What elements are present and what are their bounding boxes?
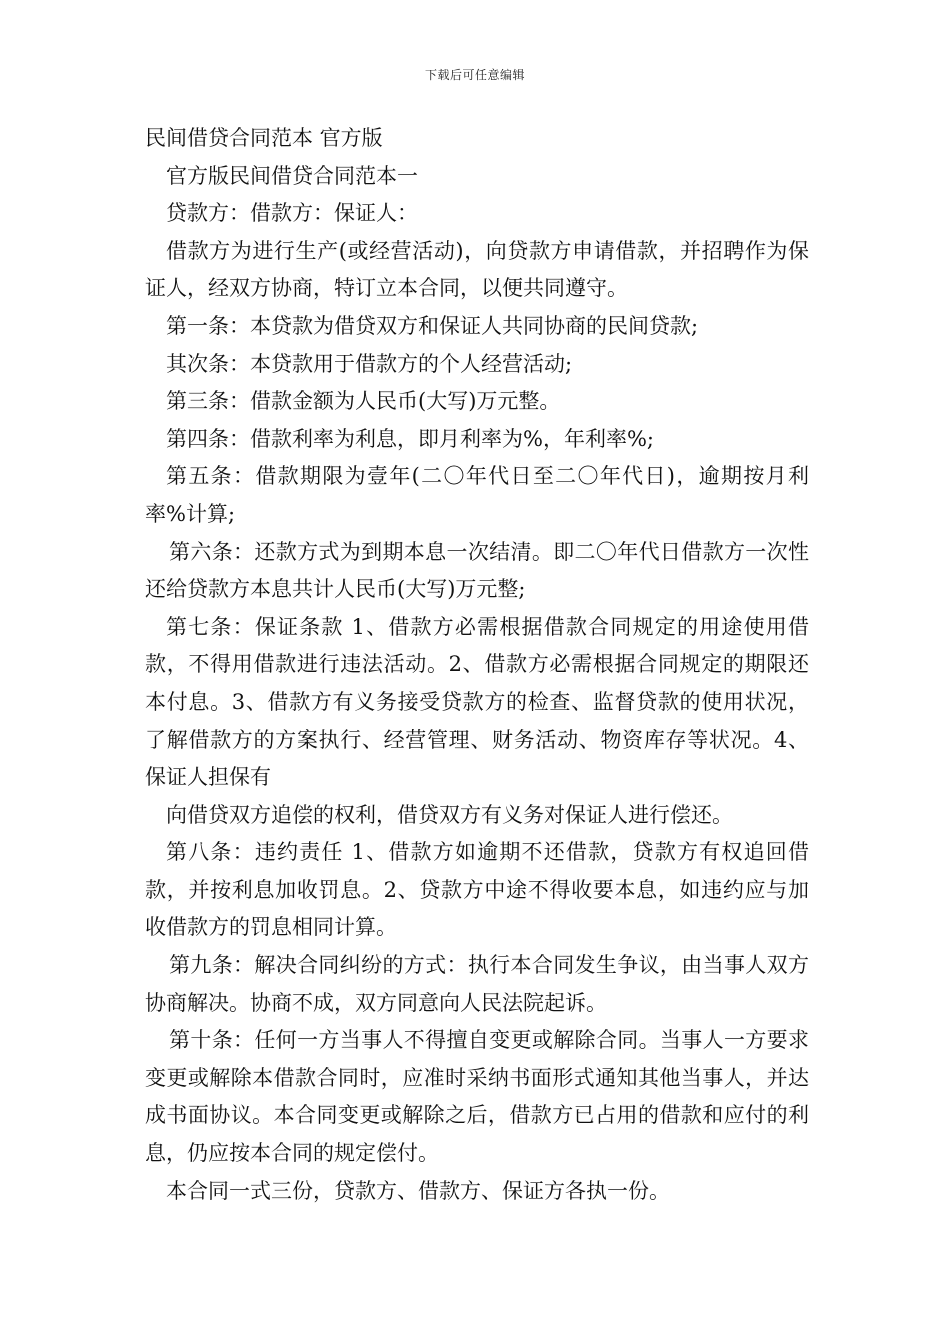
article-1: 第一条：本贷款为借贷双方和保证人共同协商的民间贷款;: [166, 313, 699, 338]
document-subtitle: 官方版民间借贷合同范本一: [166, 163, 418, 188]
article-7: 第七条：保证条款 1、借款方必需根据借款合同规定的用途使用借款，不得用借款进行违法活动。2、借款方必需根据合同规定的期限还本付息。3、借款方有义务接受贷款方的检查、监督贷款的使用状况，了解借款方的方案执行、经营管理、财务活动、物资库存等状况。4、保证人担保有: [145, 614, 809, 790]
document-title: 民间借贷合同范本 官方版: [145, 126, 383, 150]
parties-line: 贷款方：借款方：保证人：: [166, 201, 418, 226]
copies-clause: 本合同一式三份，贷款方、借款方、保证方各执一份。: [166, 1178, 670, 1203]
intro-paragraph: 借款方为进行生产(或经营活动)，向贷款方申请借款，并招聘作为保证人，经双方协商，特订立本合同，以便共同遵守。: [145, 238, 809, 301]
article-9: 第九条：解决合同纠纷的方式：执行本合同发生争议，由当事人双方协商解决。协商不成，双方同意向人民法院起诉。: [145, 953, 809, 1015]
article-6: 第六条：还款方式为到期本息一次结清。即二〇年代日借款方一次性还给贷款方本息共计人民币(大写)万元整;: [145, 539, 809, 602]
page-header-note: 下载后可任意编辑: [424, 68, 525, 82]
article-5: 第五条：借款期限为壹年(二〇年代日至二〇年代日)，逾期按月利率%计算;: [145, 464, 809, 526]
article-10: 第十条：任何一方当事人不得擅自变更或解除合同。当事人一方要求变更或解除本借款合同时，应准时采纳书面形式通知其他当事人，并达成书面协议。本合同变更或解除之后，借款方已占用的借款和应付的利息，仍应按本合同的规定偿付。: [145, 1028, 809, 1166]
article-7-continued: 向借贷双方追偿的权利，借贷双方有义务对保证人进行偿还。: [166, 802, 733, 827]
article-3: 第三条：借款金额为人民币(大写)万元整。: [166, 389, 561, 414]
article-2: 其次条：本贷款用于借款方的个人经营活动;: [166, 351, 573, 376]
article-8: 第八条：违约责任 1、借款方如逾期不还借款，贷款方有权追回借款，并按利息加收罚息。2、贷款方中途不得收要本息，如违约应与加收借款方的罚息相同计算。: [145, 840, 809, 940]
document-body: [145, 120, 809, 1210]
article-4: 第四条：借款利率为利息，即月利率为%，年利率%;: [166, 426, 654, 451]
